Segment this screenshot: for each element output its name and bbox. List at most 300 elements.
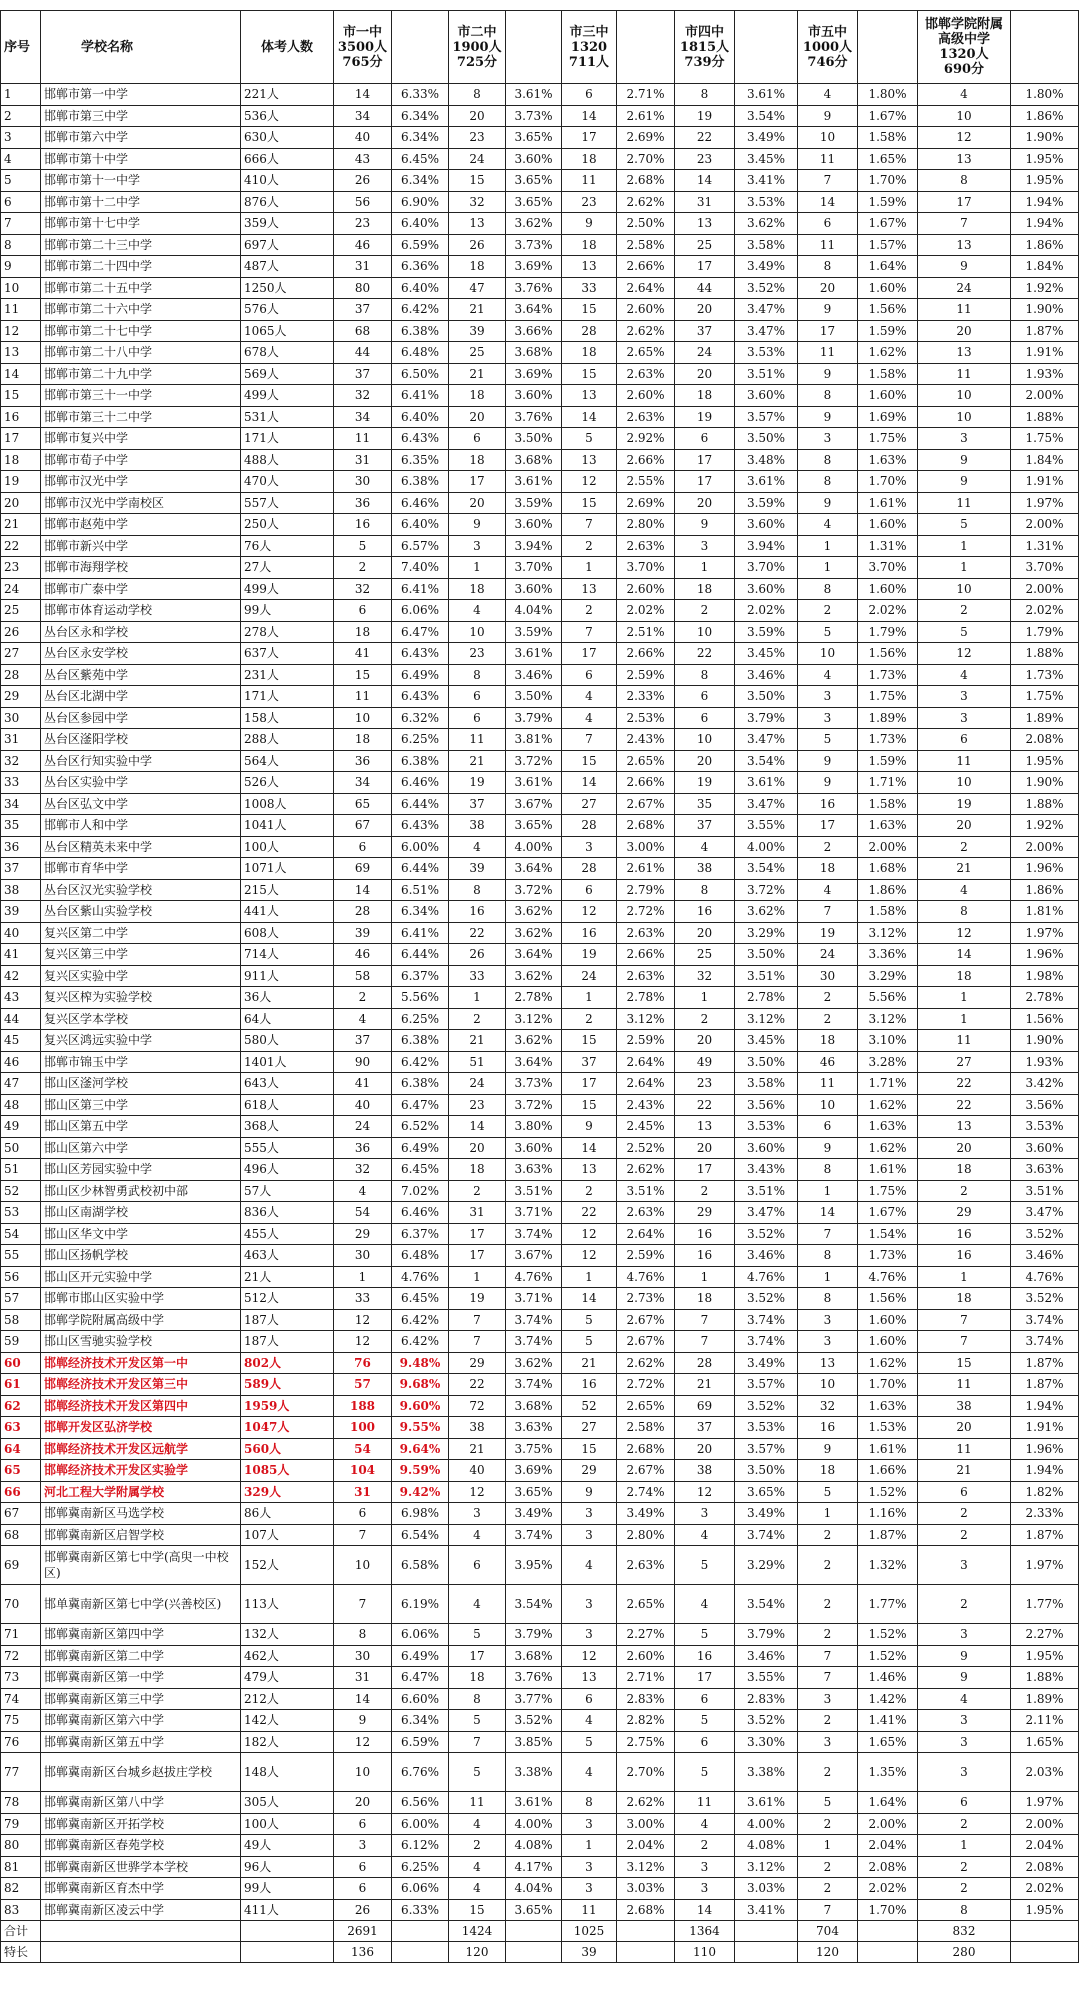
city-no4-pct: 3.74% (735, 1524, 798, 1546)
city-no5-count: 3 (798, 707, 858, 729)
college-affiliated-count: 1 (918, 1008, 1011, 1030)
city-no3-pct: 2.61% (617, 105, 675, 127)
college-affiliated-pct: 3.60% (1011, 1137, 1079, 1159)
city-no5-pct: 1.58% (858, 901, 918, 923)
city-no5-count: 18 (798, 858, 858, 880)
college-affiliated-count: 13 (918, 234, 1011, 256)
city-no1-pct: 7.40% (392, 557, 449, 579)
row-index: 49 (1, 1116, 41, 1138)
city-no2-pct: 3.65% (506, 170, 562, 192)
city-no3-count: 28 (562, 815, 617, 837)
city-no1-pct: 6.06% (392, 600, 449, 622)
city-no4-pct: 2.78% (735, 987, 798, 1009)
city-no4-pct: 3.29% (735, 922, 798, 944)
college-affiliated-pct: 1.87% (1011, 1352, 1079, 1374)
city-no3-pct: 2.71% (617, 84, 675, 106)
table-row (1, 772, 1079, 794)
city-no5-pct: 1.63% (858, 449, 918, 471)
city-no1-count: 26 (334, 170, 392, 192)
exam-count: 171人 (241, 686, 334, 708)
city-no4-count: 35 (675, 793, 735, 815)
city-no4-count: 16 (675, 901, 735, 923)
city-no1-pct: 6.45% (392, 1159, 449, 1181)
exam-count: 171人 (241, 428, 334, 450)
city-no4-count: 3 (675, 1878, 735, 1900)
city-no3-pct: 2.69% (617, 127, 675, 149)
city-no1-count: 12 (334, 1731, 392, 1753)
city-no5-count: 3 (798, 1731, 858, 1753)
city-no3-count: 15 (562, 1438, 617, 1460)
city-no1-count: 9 (334, 1710, 392, 1732)
city-no4-count: 1 (675, 987, 735, 1009)
city-no4-pct: 3.47% (735, 729, 798, 751)
city-no1-count: 31 (334, 449, 392, 471)
city-no3-count: 6 (562, 1688, 617, 1710)
city-no1-pct: 6.46% (392, 772, 449, 794)
college-affiliated-pct: 1.79% (1011, 621, 1079, 643)
city-no5-count: 2 (798, 1856, 858, 1878)
school-name: 邯郸冀南新区第八中学 (41, 1792, 241, 1814)
city-no1-pct: 6.33% (392, 84, 449, 106)
city-no5-pct: 1.63% (858, 815, 918, 837)
city-no3-pct: 2.70% (617, 1753, 675, 1792)
city-no4-pct: 3.12% (735, 1856, 798, 1878)
city-no5-count: 2 (798, 1524, 858, 1546)
city-no1-count: 56 (334, 191, 392, 213)
city-no1-pct: 6.42% (392, 1331, 449, 1353)
city-no2-count: 20 (449, 492, 506, 514)
city-no3-pct: 2.60% (617, 1645, 675, 1667)
row-index: 64 (1, 1438, 41, 1460)
row-index: 75 (1, 1710, 41, 1732)
city-no4-pct: 3.65% (735, 1481, 798, 1503)
city-no1-count: 18 (334, 621, 392, 643)
city-no4-count: 4 (675, 1524, 735, 1546)
city-no5-pct: 1.86% (858, 879, 918, 901)
college-affiliated-pct: 1.94% (1011, 191, 1079, 213)
school-name: 邯郸市锦玉中学 (41, 1051, 241, 1073)
college-affiliated-count: 8 (918, 901, 1011, 923)
table-row (1, 858, 1079, 880)
table-row (1, 901, 1079, 923)
city-no3-pct: 2.51% (617, 621, 675, 643)
row-index: 18 (1, 449, 41, 471)
city-no2-count: 23 (449, 1094, 506, 1116)
exam-count: 1008人 (241, 793, 334, 815)
college-affiliated-count: 3 (918, 1546, 1011, 1585)
city-no5-count: 8 (798, 1159, 858, 1181)
college-affiliated-count: 2 (918, 836, 1011, 858)
row-index: 35 (1, 815, 41, 837)
city-no3-count: 1 (562, 987, 617, 1009)
city-no4-count: 2 (675, 1180, 735, 1202)
city-no4-count: 23 (675, 148, 735, 170)
row-index: 46 (1, 1051, 41, 1073)
city-no4-count: 38 (675, 1460, 735, 1482)
row-index: 36 (1, 836, 41, 858)
city-no3-pct: 2.71% (617, 1667, 675, 1689)
exam-count: 564人 (241, 750, 334, 772)
city-no3-pct: 2.66% (617, 449, 675, 471)
city-no4-pct: 3.47% (735, 793, 798, 815)
exam-count: 643人 (241, 1073, 334, 1095)
college-affiliated-count: 7 (918, 213, 1011, 235)
city-no2-pct: 3.60% (506, 1137, 562, 1159)
city-no5-count: 1 (798, 1503, 858, 1525)
college-affiliated-pct: 3.74% (1011, 1309, 1079, 1331)
college-affiliated-count: 2 (918, 1813, 1011, 1835)
school-name: 丛台区汉光实验学校 (41, 879, 241, 901)
city-no5-pct: 1.60% (858, 578, 918, 600)
city-no4-pct: 3.61% (735, 772, 798, 794)
city-no2-count: 4 (449, 1813, 506, 1835)
city-no5-pct: 1.80% (858, 84, 918, 106)
city-no1-count: 46 (334, 944, 392, 966)
college-affiliated-pct: 3.51% (1011, 1180, 1079, 1202)
table-row (1, 1438, 1079, 1460)
city-no3-pct: 2.66% (617, 643, 675, 665)
table-header (1, 11, 1079, 84)
city-no3-count: 1 (562, 1266, 617, 1288)
city-no5-pct: 1.63% (858, 1116, 918, 1138)
city-no4-count: 49 (675, 1051, 735, 1073)
city-no4-pct: 3.52% (735, 1395, 798, 1417)
footer-label: 合计 (1, 1921, 41, 1942)
city-no2-pct: 3.61% (506, 772, 562, 794)
city-no2-count: 31 (449, 1202, 506, 1224)
row-index: 21 (1, 514, 41, 536)
city-no4-pct: 3.62% (735, 901, 798, 923)
table-body (1, 84, 1079, 1921)
table-row (1, 664, 1079, 686)
city-no3-pct: 3.49% (617, 1503, 675, 1525)
table-row (1, 1792, 1079, 1814)
city-no5-pct: 1.63% (858, 1395, 918, 1417)
city-no1-count: 31 (334, 256, 392, 278)
college-affiliated-count: 3 (918, 707, 1011, 729)
city-no1-count: 24 (334, 1116, 392, 1138)
city-no1-pct: 6.38% (392, 750, 449, 772)
city-no2-count: 19 (449, 772, 506, 794)
city-no1-pct: 6.00% (392, 1813, 449, 1835)
school-name: 邯郸市邯山区实验中学 (41, 1288, 241, 1310)
city-no2-count: 1 (449, 1266, 506, 1288)
table-row (1, 1331, 1079, 1353)
college-affiliated-count: 21 (918, 858, 1011, 880)
college-affiliated-count: 10 (918, 105, 1011, 127)
city-no1-count: 1 (334, 1266, 392, 1288)
city-no5-pct: 3.10% (858, 1030, 918, 1052)
city-no5-count: 8 (798, 1288, 858, 1310)
college-affiliated-pct: 1.94% (1011, 1460, 1079, 1482)
exam-count: 569人 (241, 363, 334, 385)
school-name: 邯郸市第十七中学 (41, 213, 241, 235)
college-affiliated-count: 11 (918, 1374, 1011, 1396)
city-no5-pct: 1.60% (858, 514, 918, 536)
city-no2-count: 26 (449, 234, 506, 256)
city-no2-pct: 3.76% (506, 406, 562, 428)
city-no1-pct: 6.54% (392, 1524, 449, 1546)
exam-count: 1041人 (241, 815, 334, 837)
row-index: 11 (1, 299, 41, 321)
city-no2-pct: 3.62% (506, 1030, 562, 1052)
city-no3-pct: 2.63% (617, 363, 675, 385)
college-affiliated-count: 1 (918, 1266, 1011, 1288)
city-no2-count: 6 (449, 707, 506, 729)
city-no1-count: 40 (334, 1094, 392, 1116)
school-name: 邯郸市第二十六中学 (41, 299, 241, 321)
city-no4-pct: 3.79% (735, 707, 798, 729)
header-row (1, 11, 1079, 84)
city-no5-pct: 1.70% (858, 1899, 918, 1921)
row-index: 31 (1, 729, 41, 751)
exam-count: 630人 (241, 127, 334, 149)
school-name: 邯郸市第二十五中学 (41, 277, 241, 299)
table-row (1, 127, 1079, 149)
exam-count: 666人 (241, 148, 334, 170)
college-affiliated-count: 8 (918, 1899, 1011, 1921)
city-no5-pct: 1.87% (858, 1524, 918, 1546)
city-no3-pct: 2.68% (617, 170, 675, 192)
city-no5-pct: 1.16% (858, 1503, 918, 1525)
college-affiliated-count: 12 (918, 922, 1011, 944)
college-affiliated-count: 2 (918, 1524, 1011, 1546)
city-no4-pct: 3.43% (735, 1159, 798, 1181)
school-name: 邯郸市第十中学 (41, 148, 241, 170)
city-no2-pct: 3.50% (506, 686, 562, 708)
college-affiliated-count: 2 (918, 600, 1011, 622)
college-affiliated-pct: 1.31% (1011, 535, 1079, 557)
exam-count: 359人 (241, 213, 334, 235)
city-no3-count: 14 (562, 105, 617, 127)
city-no3-count: 4 (562, 1546, 617, 1585)
city-no4-count: 3 (675, 1503, 735, 1525)
city-no4-pct: 3.46% (735, 664, 798, 686)
college-affiliated-count: 1 (918, 535, 1011, 557)
city-no2-pct: 3.59% (506, 621, 562, 643)
college-affiliated-pct: 1.75% (1011, 686, 1079, 708)
school-name: 复兴区第二中学 (41, 922, 241, 944)
city-no3-pct: 3.12% (617, 1008, 675, 1030)
city-no3-count: 9 (562, 1481, 617, 1503)
school-name: 邯山区滏河学校 (41, 1073, 241, 1095)
table-row (1, 643, 1079, 665)
city-no1-count: 36 (334, 492, 392, 514)
school-name: 邯郸冀南新区启智学校 (41, 1524, 241, 1546)
college-affiliated-pct: 1.56% (1011, 1008, 1079, 1030)
city-no1-pct: 6.47% (392, 1667, 449, 1689)
college-affiliated-pct: 1.91% (1011, 1417, 1079, 1439)
city-no4-count: 20 (675, 750, 735, 772)
city-no4-pct: 3.29% (735, 1546, 798, 1585)
city-no1-pct: 6.41% (392, 578, 449, 600)
city-no5-count: 10 (798, 643, 858, 665)
college-affiliated-count: 4 (918, 1688, 1011, 1710)
city-no2-count: 13 (449, 213, 506, 235)
college-affiliated-count: 18 (918, 1288, 1011, 1310)
city-no5-pct: 2.00% (858, 1813, 918, 1835)
city-no5-pct: 2.08% (858, 1856, 918, 1878)
table-row (1, 600, 1079, 622)
city-no3-count: 29 (562, 1460, 617, 1482)
exam-count: 182人 (241, 1731, 334, 1753)
exam-count: 152人 (241, 1546, 334, 1585)
row-index: 47 (1, 1073, 41, 1095)
city-no3-pct: 2.62% (617, 1352, 675, 1374)
city-no4-count: 13 (675, 1116, 735, 1138)
header-city-no4-pct (735, 11, 798, 84)
city-no2-count: 14 (449, 1116, 506, 1138)
city-no3-pct: 2.27% (617, 1624, 675, 1646)
city-no3-count: 16 (562, 922, 617, 944)
city-no4-pct: 2.83% (735, 1688, 798, 1710)
college-affiliated-count: 3 (918, 428, 1011, 450)
city-no1-count: 29 (334, 1223, 392, 1245)
city-no5-pct: 1.70% (858, 170, 918, 192)
city-no2-count: 2 (449, 1835, 506, 1857)
school-name: 邯郸冀南新区台城乡赵拔庄学校 (41, 1753, 241, 1792)
city-no3-count: 2 (562, 1008, 617, 1030)
table-row (1, 428, 1079, 450)
college-affiliated-pct: 1.97% (1011, 492, 1079, 514)
school-name: 丛台区永和学校 (41, 621, 241, 643)
exam-count: 531人 (241, 406, 334, 428)
college-affiliated-count: 13 (918, 342, 1011, 364)
city-no4-pct: 3.50% (735, 1051, 798, 1073)
table-row (1, 1899, 1079, 1921)
exam-count: 288人 (241, 729, 334, 751)
city-no1-pct: 6.40% (392, 406, 449, 428)
city-no3-count: 15 (562, 492, 617, 514)
college-affiliated-count: 3 (918, 1624, 1011, 1646)
school-name: 邯郸市第二十九中学 (41, 363, 241, 385)
city-no2-count: 72 (449, 1395, 506, 1417)
city-no1-count: 67 (334, 815, 392, 837)
city-no4-count: 29 (675, 1202, 735, 1224)
city-no5-pct: 1.46% (858, 1667, 918, 1689)
city-no4-count: 22 (675, 643, 735, 665)
city-no3-count: 6 (562, 664, 617, 686)
city-no3-count: 19 (562, 944, 617, 966)
school-name: 河北工程大学附属学校 (41, 1481, 241, 1503)
city-no2-pct: 3.64% (506, 858, 562, 880)
exam-count: 21人 (241, 1266, 334, 1288)
city-no2-pct: 3.74% (506, 1524, 562, 1546)
school-name: 邯郸市第十二中学 (41, 191, 241, 213)
city-no4-count: 24 (675, 342, 735, 364)
city-no2-pct: 3.68% (506, 449, 562, 471)
school-name: 邯郸冀南新区世骅学本学校 (41, 1856, 241, 1878)
city-no2-pct: 3.70% (506, 557, 562, 579)
city-no3-pct: 2.67% (617, 793, 675, 815)
city-no4-count: 6 (675, 1688, 735, 1710)
city-no3-pct: 2.63% (617, 965, 675, 987)
city-no2-count: 4 (449, 1878, 506, 1900)
city-no1-pct: 6.12% (392, 1835, 449, 1857)
city-no4-count: 7 (675, 1309, 735, 1331)
city-no2-count: 2 (449, 1008, 506, 1030)
city-no3-pct: 2.78% (617, 987, 675, 1009)
city-no3-pct: 2.61% (617, 858, 675, 880)
college-affiliated-pct: 1.95% (1011, 1899, 1079, 1921)
city-no1-count: 7 (334, 1524, 392, 1546)
city-no5-count: 9 (798, 1137, 858, 1159)
city-no2-count: 17 (449, 1245, 506, 1267)
row-index: 27 (1, 643, 41, 665)
city-no2-pct: 3.61% (506, 471, 562, 493)
city-no5-pct: 1.79% (858, 621, 918, 643)
city-no3-pct: 2.68% (617, 1899, 675, 1921)
college-affiliated-pct: 3.47% (1011, 1202, 1079, 1224)
school-name: 邯郸市第二十四中学 (41, 256, 241, 278)
city-no2-count: 7 (449, 1731, 506, 1753)
city-no3-pct: 2.64% (617, 277, 675, 299)
school-name: 邯郸市第二十七中学 (41, 320, 241, 342)
city-no1-count: 18 (334, 729, 392, 751)
header-city-no5-pct (858, 11, 918, 84)
city-no3-count: 17 (562, 1073, 617, 1095)
row-index: 70 (1, 1585, 41, 1624)
exam-count: 697人 (241, 234, 334, 256)
city-no4-count: 28 (675, 1352, 735, 1374)
city-no4-pct: 3.52% (735, 1288, 798, 1310)
table-row (1, 84, 1079, 106)
city-no1-count: 100 (334, 1417, 392, 1439)
city-no3-pct: 2.58% (617, 1417, 675, 1439)
city-no1-pct: 9.60% (392, 1395, 449, 1417)
city-no1-pct: 6.43% (392, 428, 449, 450)
city-no5-count: 2 (798, 1878, 858, 1900)
city-no2-count: 1 (449, 987, 506, 1009)
city-no4-count: 37 (675, 1417, 735, 1439)
city-no2-pct: 3.72% (506, 879, 562, 901)
city-no1-pct: 9.68% (392, 1374, 449, 1396)
city-no2-count: 20 (449, 105, 506, 127)
row-index: 56 (1, 1266, 41, 1288)
city-no5-pct: 1.62% (858, 1094, 918, 1116)
city-no4-count: 37 (675, 815, 735, 837)
city-no1-count: 37 (334, 363, 392, 385)
college-affiliated-pct: 1.84% (1011, 256, 1079, 278)
college-affiliated-count: 1 (918, 987, 1011, 1009)
city-no5-count: 2 (798, 600, 858, 622)
city-no2-pct: 3.65% (506, 127, 562, 149)
city-no4-pct: 3.41% (735, 170, 798, 192)
city-no4-pct: 3.70% (735, 557, 798, 579)
college-affiliated-pct: 1.96% (1011, 944, 1079, 966)
city-no3-pct: 2.74% (617, 1481, 675, 1503)
city-no2-count: 11 (449, 729, 506, 751)
table-row (1, 1309, 1079, 1331)
city-no4-pct: 3.74% (735, 1309, 798, 1331)
college-affiliated-pct: 1.88% (1011, 643, 1079, 665)
college-affiliated-pct: 1.88% (1011, 406, 1079, 428)
exam-count: 576人 (241, 299, 334, 321)
city-no2-count: 17 (449, 1645, 506, 1667)
city-no5-pct: 1.60% (858, 385, 918, 407)
city-no5-count: 9 (798, 750, 858, 772)
school-name: 邯郸冀南新区育杰中学 (41, 1878, 241, 1900)
city-no1-count: 6 (334, 600, 392, 622)
city-no3-count: 7 (562, 514, 617, 536)
city-no2-pct: 3.63% (506, 1159, 562, 1181)
row-index: 59 (1, 1331, 41, 1353)
city-no4-pct: 3.47% (735, 1202, 798, 1224)
city-no2-pct: 3.81% (506, 729, 562, 751)
school-name: 邯郸冀南新区第七中学(高臾一中校区) (41, 1546, 241, 1585)
quota-allocation-table (0, 10, 1079, 1963)
city-no1-count: 30 (334, 1645, 392, 1667)
